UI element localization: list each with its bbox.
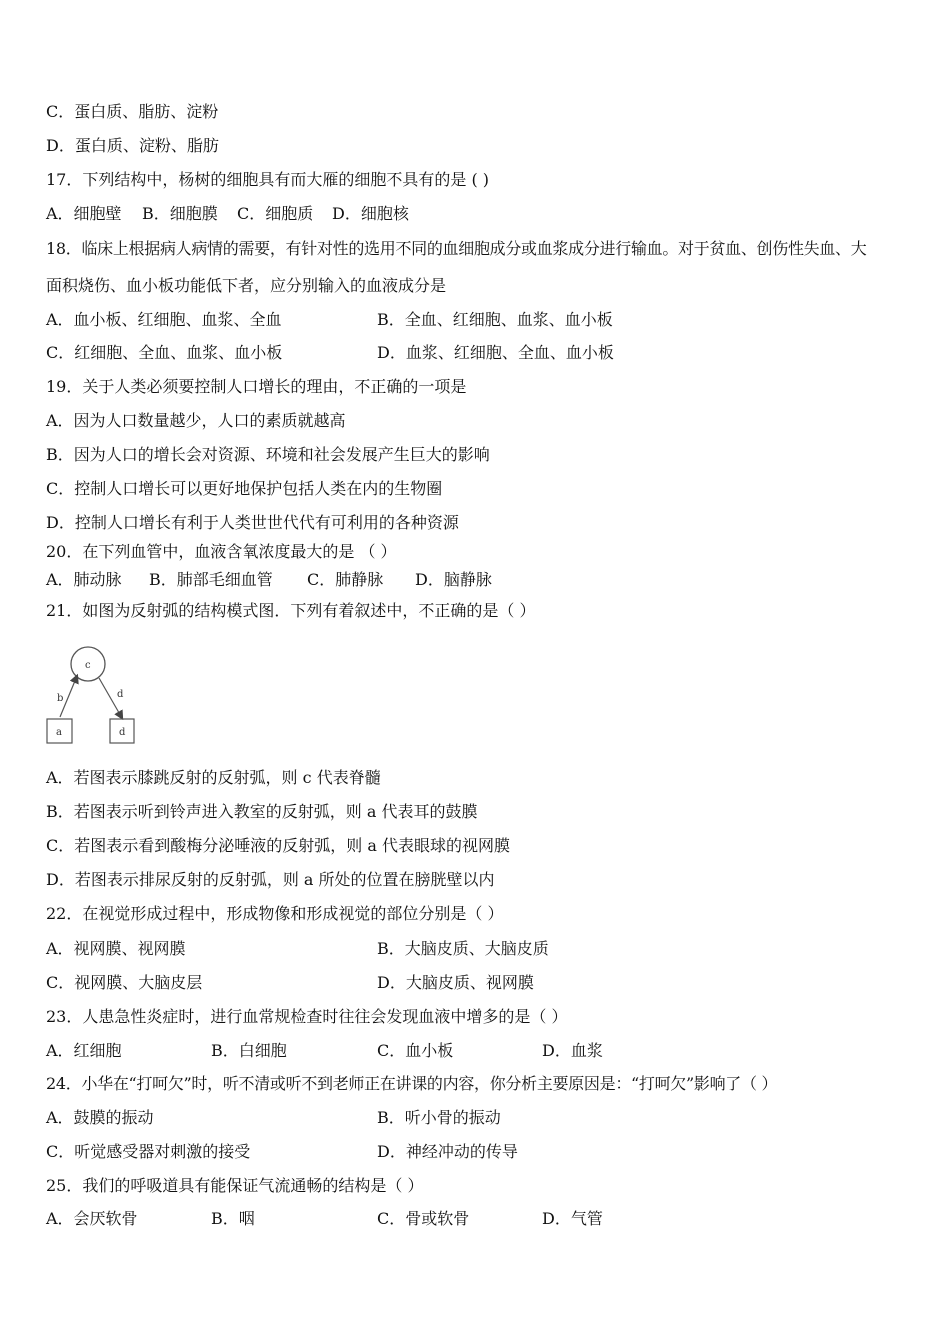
diagram-label-a: a [56,727,62,738]
diagram-label-d-box: d [119,727,126,738]
q17-option-b: B．细胞膜 [142,204,218,223]
q25-options [46,1209,946,1229]
reflex-arc-diagram [44,642,144,748]
q23-options [46,1041,946,1061]
q16-option-d: D．蛋白质、淀粉、脂肪 [46,136,219,155]
q24-option-c: C．听觉感受器对刺激的接受 [46,1142,251,1161]
q22-options-row2 [46,973,946,993]
q24-options-row1 [46,1108,946,1128]
q18-option-b: B．全血、红细胞、血浆、血小板 [377,310,613,329]
diagram-label-c: c [85,660,91,671]
q20-options [46,570,946,590]
q16-option-c: C．蛋白质、脂肪、淀粉 [46,102,219,121]
q20-option-c: C．肺静脉 [307,570,384,589]
q25-stem: 25．我们的呼吸道具有能保证气流通畅的结构是（ ） [46,1176,424,1195]
q22-stem: 22．在视觉形成过程中，形成物像和形成视觉的部位分别是（ ） [46,904,504,923]
q22-option-d: D．大脑皮质、视网膜 [377,973,534,992]
q25-option-a: A．会厌软骨 [46,1209,138,1228]
q19-option-a: A．因为人口数量越少，人口的素质就越高 [46,411,346,430]
q18-stem-line1: 18．临床上根据病人病情的需要，有针对性的选用不同的血细胞成分或血浆成分进行输血。对于贫血、创伤性失血、大 [46,239,867,258]
diagram-label-d: d [117,689,124,700]
q21-option-a: A．若图表示膝跳反射的反射弧，则 c 代表脊髓 [46,768,381,787]
q17-stem: 17．下列结构中，杨树的细胞具有而大雁的细胞不具有的是 ( ) [46,170,490,189]
q19-option-d: D．控制人口增长有利于人类世世代代有可利用的各种资源 [46,513,459,532]
q24-option-b: B．听小骨的振动 [377,1108,501,1127]
q23-option-d: D．血浆 [542,1041,603,1060]
q18-option-d: D．血浆、红细胞、全血、血小板 [377,343,614,362]
q19-option-b: B．因为人口的增长会对资源、环境和社会发展产生巨大的影响 [46,445,490,464]
q25-option-b: B．咽 [211,1209,255,1228]
q21-option-c: C．若图表示看到酸梅分泌唾液的反射弧，则 a 代表眼球的视网膜 [46,836,510,855]
q20-stem: 20．在下列血管中，血液含氧浓度最大的是 （ ） [46,542,397,561]
q21-option-b: B．若图表示听到铃声进入教室的反射弧，则 a 代表耳的鼓膜 [46,802,478,821]
q22-option-c: C．视网膜、大脑皮层 [46,973,203,992]
q24-option-a: A．鼓膜的振动 [46,1108,154,1127]
q22-option-a: A．视网膜、视网膜 [46,939,186,958]
q21-stem: 21．如图为反射弧的结构模式图．下列有着叙述中，不正确的是（ ） [46,601,536,620]
diagram-label-b: b [57,693,64,704]
q18-option-a: A．血小板、红细胞、血浆、全血 [46,310,282,329]
q17-option-d: D．细胞核 [332,204,409,223]
q20-option-a: A．肺动脉 [46,570,122,589]
q18-option-c: C．红细胞、全血、血浆、血小板 [46,343,283,362]
q23-option-c: C．血小板 [377,1041,454,1060]
q22-option-b: B．大脑皮质、大脑皮质 [377,939,549,958]
q23-stem: 23．人患急性炎症时，进行血常规检查时往往会发现血液中增多的是（ ） [46,1007,568,1026]
q18-stem-line2: 面积烧伤、血小板功能低下者，应分别输入的血液成分是 [46,276,447,295]
q20-option-b: B．肺部毛细血管 [149,570,273,589]
q18-options-row1 [46,310,946,330]
q23-option-a: A．红细胞 [46,1041,122,1060]
q24-option-d: D．神经冲动的传导 [377,1142,518,1161]
q25-option-d: D．气管 [542,1209,603,1228]
q19-stem: 19．关于人类必须要控制人口增长的理由，不正确的一项是 [46,377,467,396]
q17-options [46,204,946,224]
q24-stem: 24．小华在“打呵欠”时，听不清或听不到老师正在讲课的内容，你分析主要原因是：“打呵欠”影响了（ ） [46,1074,778,1093]
q22-options-row1 [46,939,946,959]
q19-option-c: C．控制人口增长可以更好地保护包括人类在内的生物圈 [46,479,443,498]
q18-options-row2 [46,343,946,363]
q25-option-c: C．骨或软骨 [377,1209,470,1228]
q20-option-d: D．脑静脉 [415,570,492,589]
q17-option-c: C．细胞质 [237,204,314,223]
q23-option-b: B．白细胞 [211,1041,287,1060]
q24-options-row2 [46,1142,946,1162]
q17-option-a: A．细胞壁 [46,204,122,223]
q21-option-d: D．若图表示排尿反射的反射弧，则 a 所处的位置在膀胱壁以内 [46,870,495,889]
